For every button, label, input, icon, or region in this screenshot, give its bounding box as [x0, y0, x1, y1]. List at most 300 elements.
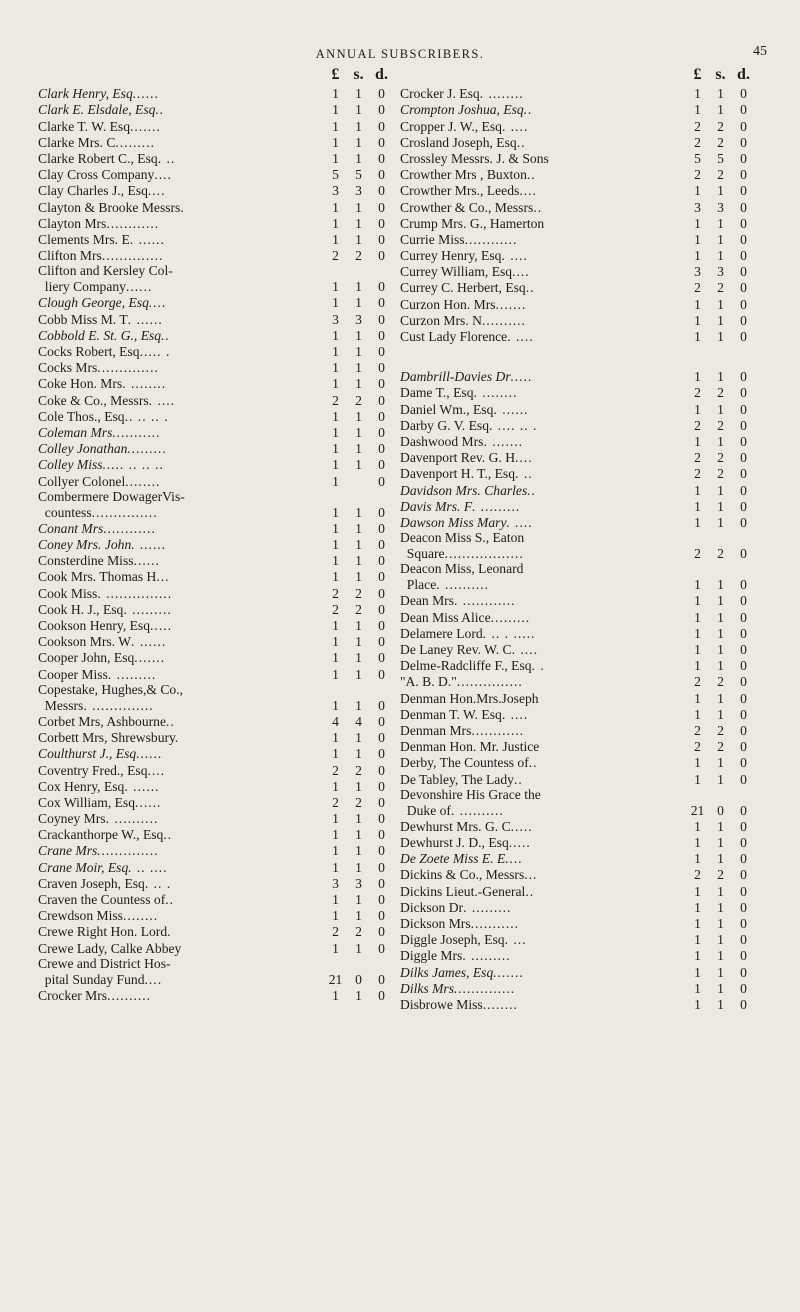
- subscriber-row: [38, 618, 393, 634]
- pence-value: 0: [740, 118, 747, 134]
- subscriber-name: [38, 441, 324, 457]
- pounds-value: 2: [694, 867, 701, 883]
- pounds-value: 1: [694, 851, 701, 867]
- shillings-value: 0: [717, 802, 724, 818]
- shillings-value: 1: [717, 980, 724, 996]
- subscriber-name: [38, 553, 324, 569]
- pence-header: d.: [737, 66, 750, 83]
- subscriber-row: [400, 642, 755, 658]
- subscriber-name-text: Delme-Radcliffe F., Esq: [400, 658, 532, 674]
- shillings-header: s.: [353, 66, 364, 83]
- pence-value: 0: [378, 697, 385, 713]
- subscriber-name: [400, 642, 686, 658]
- subscriber-name: [400, 851, 686, 867]
- pounds-value: 1: [332, 118, 339, 134]
- leader-dots: ..... .: [139, 344, 171, 359]
- subscriber-row: [400, 531, 755, 546]
- subscriber-name-text: Crowther Mrs , Buxton: [400, 167, 527, 183]
- subscriber-name-text: Cobb Miss M. T: [38, 311, 128, 327]
- shillings-value: 3: [355, 875, 362, 891]
- leader-dots: . .........: [123, 601, 172, 617]
- pence-value: 0: [740, 401, 747, 417]
- pence-value: 0: [378, 86, 385, 102]
- subscriber-name: [38, 393, 324, 409]
- shillings-value: 1: [717, 706, 724, 722]
- shillings-value: 1: [355, 940, 362, 956]
- pence-value: 0: [740, 802, 747, 818]
- subscriber-name-text: Denman Hon. Mr. Justice: [400, 739, 540, 755]
- pence-value: 0: [740, 280, 747, 296]
- subscriber-row: [38, 279, 393, 295]
- shillings-value: 1: [355, 746, 362, 762]
- leader-dots: ..: [513, 771, 523, 787]
- leader-dots: ..........: [481, 312, 526, 328]
- leader-dots: ..: [527, 482, 537, 498]
- subscriber-name-text: Clayton & Brooke Messrs.: [38, 199, 184, 215]
- shillings-value: 1: [355, 859, 362, 875]
- shillings-value: 1: [717, 996, 724, 1012]
- subscriber-row: [400, 118, 755, 134]
- subscriber-row: [38, 409, 393, 425]
- pounds-value: 1: [332, 940, 339, 956]
- pence-value: 0: [740, 899, 747, 915]
- pence-value: 0: [378, 987, 385, 1003]
- subscriber-name-text: Denman Mrs: [400, 722, 472, 738]
- subscriber-name: [38, 344, 324, 360]
- leader-dots: . ....: [501, 248, 528, 264]
- subscriber-name: [400, 577, 686, 593]
- subscriber-name-text: Currey C. Herbert, Esq: [400, 280, 526, 296]
- subscriber-name-text: Crocker Mrs: [38, 987, 108, 1003]
- subscriber-name: [400, 739, 686, 755]
- subscriber-name-text: Clifton and Kersley Col-: [38, 263, 173, 279]
- shillings-value: 1: [717, 899, 724, 915]
- shillings-value: 1: [355, 520, 362, 536]
- subscriber-row: [400, 900, 755, 916]
- subscriber-name: [400, 884, 686, 900]
- leader-dots: . ....: [507, 329, 534, 344]
- subscriber-name: [400, 499, 686, 515]
- subscriber-row: [400, 997, 755, 1013]
- pence-value: 0: [740, 642, 747, 657]
- leader-dots: . ........: [473, 385, 518, 401]
- subscriber-row: [400, 577, 755, 593]
- pence-value: 0: [378, 457, 385, 473]
- subscriber-name-text: Crocker J. Esq: [400, 86, 480, 102]
- leader-dots: .: [167, 924, 172, 940]
- subscriber-name: [400, 297, 686, 313]
- pence-value: 0: [378, 376, 385, 392]
- leader-dots: . ......: [127, 311, 163, 327]
- shillings-value: 1: [717, 609, 724, 625]
- pence-value: 0: [378, 327, 385, 343]
- pence-value: 0: [378, 892, 385, 907]
- pence-value: 0: [740, 609, 747, 625]
- pence-value: 0: [378, 569, 385, 585]
- leader-dots: ....: [144, 971, 163, 987]
- pounds-value: 1: [332, 746, 339, 762]
- subscriber-row: [400, 932, 755, 948]
- shillings-value: 1: [717, 401, 724, 417]
- pounds-value: 1: [332, 86, 339, 102]
- subscriber-name: [400, 916, 686, 932]
- leader-dots: ....: [154, 167, 172, 183]
- leader-dots: . ......: [129, 231, 165, 247]
- leader-dots: . ......: [131, 537, 167, 553]
- pounds-value: 1: [332, 859, 339, 875]
- pounds-value: 21: [690, 802, 705, 818]
- subscriber-name-text: Dilks James, Esq: [400, 964, 494, 980]
- pounds-value: 2: [694, 466, 701, 482]
- subscriber-row: [38, 344, 393, 360]
- pounds-value: 1: [332, 650, 339, 666]
- subscriber-row: [400, 216, 755, 232]
- subscriber-name: [400, 772, 686, 788]
- pounds-value: 2: [694, 134, 701, 150]
- subscriber-name-text: Cole Thos., Esq: [38, 408, 125, 424]
- pence-value: 0: [378, 360, 385, 376]
- pounds-value: 1: [332, 473, 339, 489]
- subscriber-name: [400, 151, 686, 167]
- subscriber-row: [400, 851, 755, 867]
- subscriber-name: [38, 618, 324, 634]
- subscriber-name-text: Crewe and District Hos-: [38, 955, 171, 971]
- subscriber-name: [38, 489, 324, 505]
- subscriber-name-text: Clark Henry, Esq: [38, 86, 133, 102]
- subscriber-row: [38, 376, 393, 392]
- shillings-value: 2: [717, 385, 724, 401]
- subscriber-row: [400, 803, 755, 819]
- section-spacer: [400, 345, 755, 369]
- leader-dots: ............: [103, 520, 157, 536]
- shillings-value: 1: [355, 843, 362, 859]
- pounds-value: 1: [332, 618, 339, 633]
- pounds-value: 2: [332, 248, 339, 264]
- pounds-value: 1: [694, 932, 701, 948]
- pence-value: 0: [378, 811, 385, 827]
- subscriber-name: [400, 483, 686, 499]
- leader-dots: ..: [526, 167, 536, 183]
- pence-value: 0: [378, 167, 385, 183]
- subscriber-name: [38, 860, 324, 876]
- leader-dots: ..: [165, 892, 175, 907]
- leader-dots: ......: [132, 86, 160, 102]
- leader-dots: .......: [495, 296, 527, 312]
- pounds-value: 1: [694, 771, 701, 787]
- subscriber-name-text: Cust Lady Florence: [400, 329, 508, 344]
- subscriber-name: [400, 369, 686, 385]
- pence-value: 0: [378, 553, 385, 569]
- shillings-value: 2: [717, 674, 724, 690]
- pounds-value: 1: [694, 642, 701, 657]
- pence-value: 0: [378, 311, 385, 327]
- subscriber-name: [400, 674, 686, 690]
- subscriber-name-text: Cookson Henry, Esq: [38, 618, 151, 633]
- subscriber-name-text: Cookson Mrs. W: [38, 634, 132, 650]
- subscriber-name-text: Cooper John, Esq: [38, 650, 135, 666]
- subscriber-row: [38, 102, 393, 118]
- shillings-value: 1: [717, 86, 724, 102]
- pence-value: 0: [378, 650, 385, 666]
- subscriber-name: [38, 295, 324, 311]
- subscriber-row: [400, 434, 755, 450]
- shillings-value: 1: [355, 327, 362, 343]
- subscriber-row: [38, 779, 393, 795]
- leader-dots: ....: [512, 264, 530, 280]
- subscriber-row: [400, 546, 755, 562]
- subscriber-name-text: Davis Mrs. F: [400, 498, 473, 514]
- leader-dots: ..............: [454, 980, 516, 996]
- pounds-value: 1: [694, 248, 701, 264]
- pence-value: 0: [378, 537, 385, 553]
- pounds-value: 1: [332, 520, 339, 536]
- subscriber-name: [400, 264, 686, 280]
- shillings-value: 1: [355, 86, 362, 102]
- subscriber-name: [38, 892, 324, 908]
- subscriber-row: [400, 690, 755, 706]
- subscriber-name: [38, 698, 324, 714]
- subscriber-name-text: Curzon Hon. Mrs: [400, 296, 496, 312]
- pence-value: 0: [740, 248, 747, 264]
- subscriber-name-text: Colley Miss: [38, 457, 103, 473]
- pence-value: 0: [378, 585, 385, 601]
- leader-dots: ....: [147, 183, 166, 199]
- subscriber-name-text: Collyer Colonel: [38, 473, 126, 489]
- subscriber-name: [400, 102, 686, 118]
- subscriber-row: [400, 723, 755, 739]
- shillings-value: 1: [355, 730, 362, 746]
- shillings-value: 1: [717, 593, 724, 609]
- subscriber-name-text: Crosland Joseph, Esq: [400, 134, 517, 150]
- subscriber-row: [38, 135, 393, 151]
- pounds-value: 1: [332, 730, 339, 746]
- pence-value: 0: [740, 932, 747, 948]
- leader-dots: . ........: [122, 376, 167, 392]
- subscriber-row: [38, 746, 393, 762]
- pounds-value: 1: [694, 329, 701, 344]
- subscriber-name: [400, 450, 686, 466]
- shillings-value: 2: [717, 134, 724, 150]
- pence-value: 0: [378, 279, 385, 295]
- subscriber-row: [400, 609, 755, 625]
- subscriber-row: [400, 466, 755, 482]
- leader-dots: . .. .: [144, 875, 172, 891]
- pounds-value: 1: [332, 279, 339, 295]
- pounds-value: 1: [332, 457, 339, 473]
- leader-dots: ..................: [444, 546, 524, 562]
- pence-value: 0: [378, 441, 385, 457]
- subscriber-name-text: Colley Jonathan: [38, 441, 128, 457]
- subscriber-name-text: Copestake, Hughes,& Co.,: [38, 681, 183, 697]
- subscriber-name-text: Derby, The Countess of: [400, 755, 529, 771]
- shillings-value: 1: [717, 577, 724, 593]
- subscriber-name: [38, 279, 324, 295]
- shillings-value: 2: [355, 248, 362, 264]
- subscriber-name-text: Dawson Miss Mary: [400, 514, 507, 530]
- shillings-value: 4: [355, 713, 362, 729]
- subscriber-name: [400, 819, 686, 835]
- subscriber-name: [400, 86, 686, 102]
- pounds-value: 1: [332, 843, 339, 859]
- shillings-value: 1: [717, 433, 724, 449]
- pounds-value: 1: [694, 498, 701, 514]
- subscriber-row: [38, 876, 393, 892]
- subscriber-row: [400, 981, 755, 997]
- subscriber-name-text: Crewe Lady, Calke Abbey: [38, 940, 182, 956]
- subscriber-name: [400, 723, 686, 739]
- subscriber-name-text: Coney Mrs. John: [38, 537, 132, 553]
- subscriber-row: [38, 957, 393, 972]
- subscriber-row: [400, 948, 755, 964]
- subscriber-row: [38, 553, 393, 569]
- subscriber-name: [38, 763, 324, 779]
- subscriber-row: [38, 490, 393, 505]
- subscriber-column-left: [38, 66, 393, 1004]
- leader-dots: ..: [516, 134, 526, 150]
- pence-value: 0: [378, 746, 385, 762]
- shillings-value: 1: [717, 625, 724, 641]
- shillings-value: 1: [717, 642, 724, 657]
- subscriber-name-text: Diggle Joseph, Esq: [400, 932, 505, 948]
- pence-value: 0: [740, 433, 747, 449]
- subscriber-row: [38, 698, 393, 714]
- pence-value: 0: [740, 385, 747, 401]
- shillings-value: 1: [717, 658, 724, 674]
- subscriber-name-text: "A. B. D.": [400, 674, 457, 690]
- subscriber-name-text: Clay Cross Company: [38, 167, 155, 183]
- pence-value: 0: [740, 466, 747, 482]
- subscriber-name-text: Daniel Wm., Esq: [400, 401, 494, 417]
- pence-value: 0: [740, 964, 747, 980]
- pence-value: 0: [378, 408, 385, 424]
- subscriber-row: [38, 151, 393, 167]
- subscriber-row: [400, 167, 755, 183]
- shillings-value: 1: [355, 569, 362, 585]
- shillings-value: 2: [717, 722, 724, 738]
- pence-value: 0: [740, 755, 747, 771]
- pounds-value: 1: [694, 916, 701, 931]
- subscriber-name-text: Coleman Mrs: [38, 424, 113, 440]
- pence-value: 0: [378, 843, 385, 859]
- pounds-value: 1: [332, 504, 339, 520]
- pounds-value: 2: [694, 739, 701, 755]
- shillings-value: 2: [717, 280, 724, 296]
- shillings-value: 2: [717, 450, 724, 466]
- subscriber-row: [38, 167, 393, 183]
- leader-dots: .....: [150, 618, 173, 633]
- subscriber-name: [38, 586, 324, 602]
- subscriber-name-text: Clough George, Esq: [38, 295, 149, 311]
- shillings-value: 1: [717, 369, 724, 385]
- subscriber-name: [38, 360, 324, 376]
- shillings-value: 1: [355, 553, 362, 569]
- subscriber-name: [38, 232, 324, 248]
- leader-dots: .......: [493, 964, 525, 980]
- subscriber-row: [38, 730, 393, 746]
- pounds-value: 1: [694, 577, 701, 593]
- subscriber-row: [400, 151, 755, 167]
- subscriber-row: [400, 329, 755, 345]
- pounds-value: 1: [694, 183, 701, 199]
- pounds-header: £: [331, 66, 340, 83]
- pence-value: 0: [740, 577, 747, 593]
- subscriber-name-text: Duke of: [400, 802, 451, 818]
- pence-value: 0: [740, 625, 747, 641]
- subscriber-row: [400, 313, 755, 329]
- subscriber-name: [400, 948, 686, 964]
- pounds-value: 1: [694, 609, 701, 625]
- leader-dots: . .........: [463, 899, 512, 915]
- subscriber-name-text: Davidson Mrs. Charles: [400, 482, 528, 498]
- pence-header: d.: [375, 66, 388, 83]
- pounds-value: 1: [332, 408, 339, 424]
- shillings-value: 1: [355, 408, 362, 424]
- pounds-value: 4: [332, 713, 339, 729]
- subscriber-name-text: Dewhurst J. D., Esq: [400, 835, 509, 851]
- pounds-value: 3: [332, 875, 339, 891]
- shillings-value: 1: [355, 666, 362, 682]
- pence-value: 0: [378, 520, 385, 536]
- leader-dots: ......: [136, 746, 163, 762]
- leader-dots: ....: [515, 450, 533, 466]
- leader-dots: .........: [127, 441, 168, 457]
- pence-value: 0: [378, 924, 385, 940]
- subscriber-row: [38, 360, 393, 376]
- pence-value: 0: [378, 118, 385, 134]
- pounds-value: 1: [332, 987, 339, 1003]
- shillings-value: 1: [355, 650, 362, 666]
- subscriber-name-text: Denman T. W. Esq: [400, 706, 502, 722]
- leader-dots: .. .. .. .: [124, 408, 169, 424]
- shillings-value: 1: [355, 537, 362, 553]
- pence-value: 0: [378, 424, 385, 440]
- subscriber-row: [38, 505, 393, 521]
- shillings-value: 2: [355, 794, 362, 810]
- leader-dots: ....: [505, 851, 523, 867]
- pounds-value: 5: [694, 150, 701, 166]
- pence-value: 0: [740, 867, 747, 883]
- subscriber-column-right: [400, 66, 755, 1013]
- subscriber-row: [400, 183, 755, 199]
- pounds-value: 1: [332, 553, 339, 569]
- subscriber-name: [400, 546, 686, 562]
- subscriber-name-text: Disbrowe Miss: [400, 996, 483, 1012]
- pounds-value: 1: [694, 625, 701, 641]
- subscriber-name: [38, 200, 324, 216]
- subscriber-name-text: Corbett Mrs, Shrewsbury.: [38, 730, 179, 746]
- pounds-value: 1: [694, 312, 701, 328]
- shillings-value: 2: [355, 585, 362, 601]
- subscriber-name: [38, 312, 324, 328]
- leader-dots: ..: [525, 883, 535, 899]
- shillings-value: 1: [717, 498, 724, 514]
- subscriber-row: [400, 135, 755, 151]
- pounds-value: 1: [694, 835, 701, 851]
- shillings-value: 1: [355, 118, 362, 134]
- pence-value: 0: [740, 134, 747, 150]
- subscriber-name: [38, 811, 324, 827]
- leader-dots: ..: [166, 713, 175, 729]
- subscriber-name-text: Darby G. V. Esq: [400, 417, 489, 433]
- leader-dots: ...............: [456, 674, 523, 690]
- pounds-value: 1: [694, 899, 701, 915]
- subscriber-name: [400, 313, 686, 329]
- pence-value: 0: [740, 264, 747, 280]
- pence-value: 0: [740, 450, 747, 466]
- shillings-value: 2: [717, 466, 724, 482]
- subscriber-row: [400, 593, 755, 609]
- pence-value: 0: [378, 150, 385, 166]
